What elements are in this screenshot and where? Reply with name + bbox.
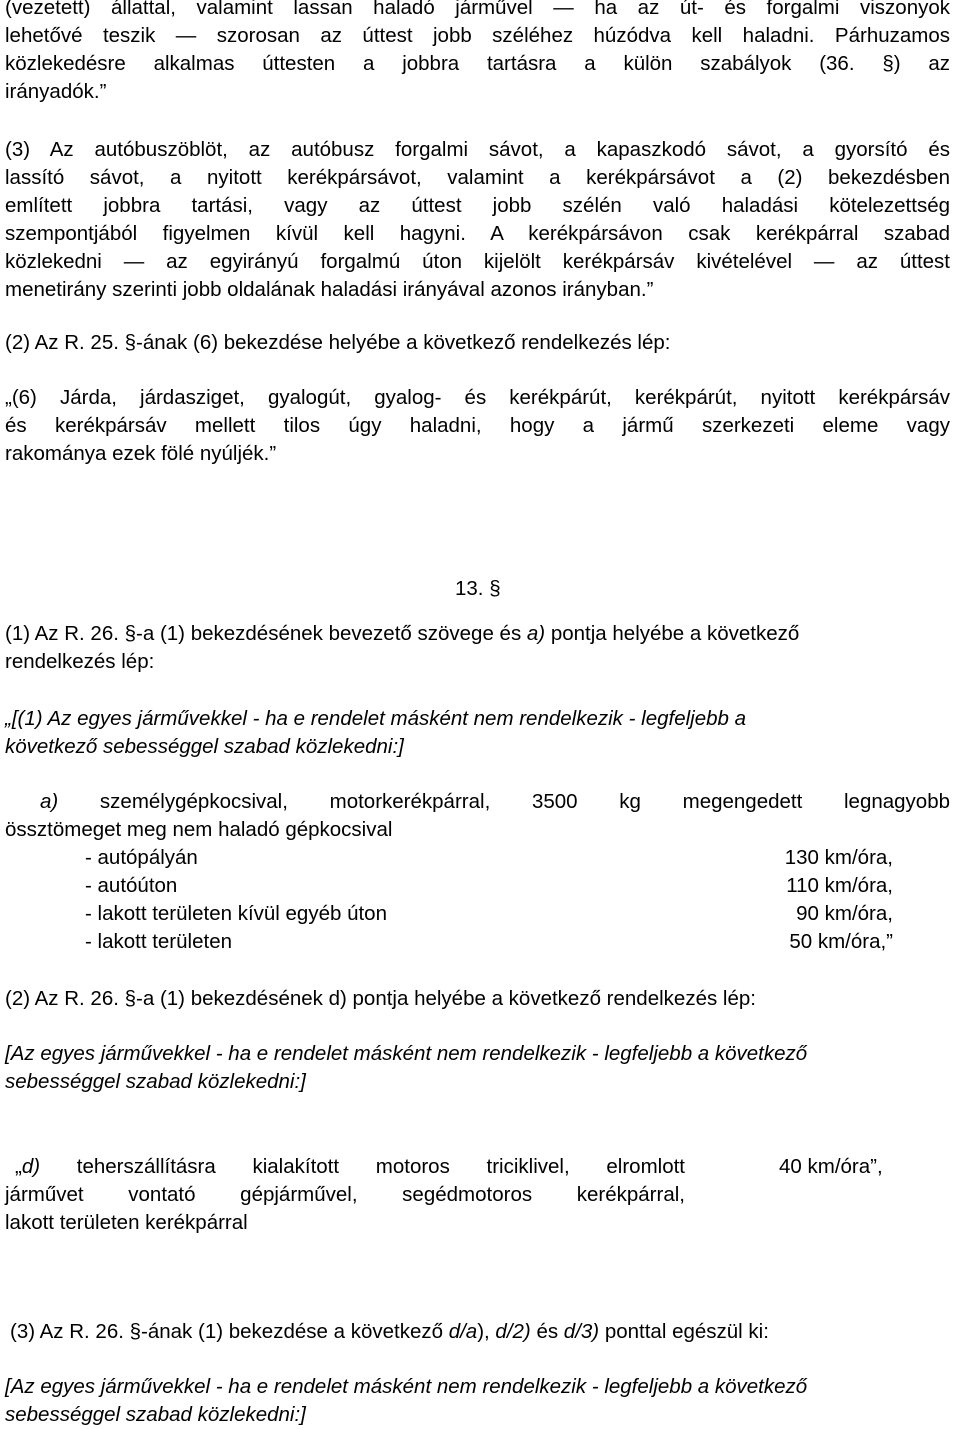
quoted-heading bbox=[5, 1040, 950, 1096]
text-line bbox=[5, 788, 950, 816]
text-line bbox=[10, 1318, 955, 1346]
paragraph-6-quote bbox=[5, 384, 950, 468]
quoted-heading bbox=[5, 705, 950, 761]
text-line: közlekedésre alkalmas úttesten a jobbra tartásra a külön szabályok (36. §) az bbox=[5, 52, 950, 75]
text-line: (3) Az autóbuszöblöt, az autóbusz forgalmi sávot, a kapaszkodó sávot, a gyorsító és bbox=[5, 138, 950, 161]
text-line: irányadók.” bbox=[5, 80, 107, 103]
text-line bbox=[5, 620, 950, 648]
section-heading: 13. § bbox=[455, 577, 501, 600]
text-line: össztömeget meg nem haladó gépkocsival bbox=[5, 818, 393, 841]
speed-value: 50 km/óra,” bbox=[789, 930, 893, 953]
text-line: közlekedni ― az egyirányú forgalmú úton kijelölt kerékpársáv kivételével ― az úttest bbox=[5, 250, 950, 273]
text-line: „(6) Járda, járdasziget, gyalogút, gyalog- és kerékpárút, kerékpárút, nyitott kerékpársáv bbox=[5, 386, 950, 409]
text-span: (3) Az R. 26. §-ának (1) bekezdése a következő bbox=[10, 1320, 449, 1343]
speed-row bbox=[85, 900, 893, 928]
text-line: (vezetett) állattal, valamint lassan haladó járművel ― ha az út- és forgalmi viszonyok bbox=[5, 0, 950, 19]
speed-row bbox=[85, 928, 893, 956]
text-span: ponttal egészül ki: bbox=[599, 1320, 769, 1343]
italic-marker: d/a bbox=[448, 1320, 478, 1343]
italic-marker: a) bbox=[526, 622, 546, 645]
text-line: és kerékpársáv mellett tilos úgy haladni, hogy a jármű szerkezeti eleme vagy bbox=[5, 414, 950, 437]
text-line: járművet vontató gépjárművel, segédmotoros kerékpárral, bbox=[5, 1183, 685, 1206]
speed-value: 110 km/óra, bbox=[786, 874, 893, 897]
paragraph-amendment-13-2 bbox=[5, 985, 950, 1013]
paragraph-amendment-13-3 bbox=[10, 1318, 955, 1346]
text-line: rendelkezés lép: bbox=[5, 650, 155, 673]
text-line: lassító sávot, a nyitott kerékpársávot, valamint a kerékpársávot a (2) bekezdésben bbox=[5, 166, 950, 189]
text-span: és bbox=[530, 1320, 564, 1343]
text-line: sebességgel szabad közlekedni:] bbox=[5, 1403, 306, 1426]
speed-row bbox=[85, 872, 893, 900]
speed-value: 130 km/óra, bbox=[784, 846, 893, 869]
italic-marker: a) bbox=[40, 790, 59, 813]
text-line: lakott területen kerékpárral bbox=[5, 1211, 248, 1234]
quoted-heading bbox=[5, 1373, 950, 1429]
text-span: ), bbox=[477, 1320, 496, 1343]
speed-value: 40 km/óra”, bbox=[779, 1155, 883, 1178]
road-type-label: - lakott területen kívül egyéb úton bbox=[85, 902, 387, 925]
text-span: „ bbox=[15, 1155, 22, 1178]
text-line: (2) Az R. 26. §-a (1) bekezdésének d) pontja helyébe a következő rendelkezés lép: bbox=[5, 987, 756, 1010]
text-span: (1) Az R. 26. §-a (1) bekezdésének bevezető szövege és bbox=[5, 622, 527, 645]
text-span: teherszállításra kialakított motoros triciklivel, elromlott bbox=[40, 1155, 685, 1178]
point-d bbox=[5, 1153, 685, 1237]
text-line: sebességgel szabad közlekedni:] bbox=[5, 1070, 306, 1093]
road-type-label: - autópályán bbox=[85, 846, 198, 869]
italic-marker: d/2) bbox=[495, 1320, 531, 1343]
paragraph-continuation bbox=[5, 0, 950, 106]
text-line: rakománya ezek fölé nyúljék.” bbox=[5, 442, 277, 465]
paragraph-amendment-2 bbox=[5, 329, 950, 357]
road-type-label: - autóúton bbox=[85, 874, 178, 897]
text-line: [Az egyes járművekkel - ha e rendelet másként nem rendelkezik - legfeljebb a következő bbox=[5, 1042, 808, 1065]
text-line: következő sebességgel szabad közlekedni:] bbox=[5, 735, 404, 758]
speed-value: 90 km/óra, bbox=[796, 902, 893, 925]
text-line bbox=[5, 1153, 685, 1181]
point-a bbox=[5, 788, 950, 844]
paragraph-3 bbox=[5, 136, 950, 304]
italic-marker: d) bbox=[21, 1155, 41, 1178]
speed-row bbox=[85, 844, 893, 872]
text-line: szempontjából figyelmen kívül kell hagyni. A kerékpársávon csak kerékpárral szabad bbox=[5, 222, 950, 245]
road-type-label: - lakott területen bbox=[85, 930, 232, 953]
text-line: „[(1) Az egyes járművekkel - ha e rendelet másként nem rendelkezik - legfeljebb a bbox=[5, 707, 747, 730]
text-line: lehetővé teszik ― szorosan az úttest jobb széléhez húzódva kell haladni. Párhuzamos bbox=[5, 24, 950, 47]
paragraph-amendment-13-1 bbox=[5, 620, 950, 676]
text-span: pontja helyébe a következő bbox=[545, 622, 800, 645]
text-span: személygépkocsival, motorkerékpárral, 3500 kg megengedett legnagyobb bbox=[58, 790, 950, 813]
text-line: [Az egyes járművekkel - ha e rendelet másként nem rendelkezik - legfeljebb a következő bbox=[5, 1375, 808, 1398]
italic-marker: d/3) bbox=[563, 1320, 600, 1343]
text-line: említett jobbra tartási, vagy az úttest jobb szélén való haladási kötelezettség bbox=[5, 194, 950, 217]
text-line: menetirány szerinti jobb oldalának haladási irányával azonos irányban.” bbox=[5, 278, 654, 301]
text-line: (2) Az R. 25. §-ának (6) bekezdése helyébe a következő rendelkezés lép: bbox=[5, 331, 671, 354]
